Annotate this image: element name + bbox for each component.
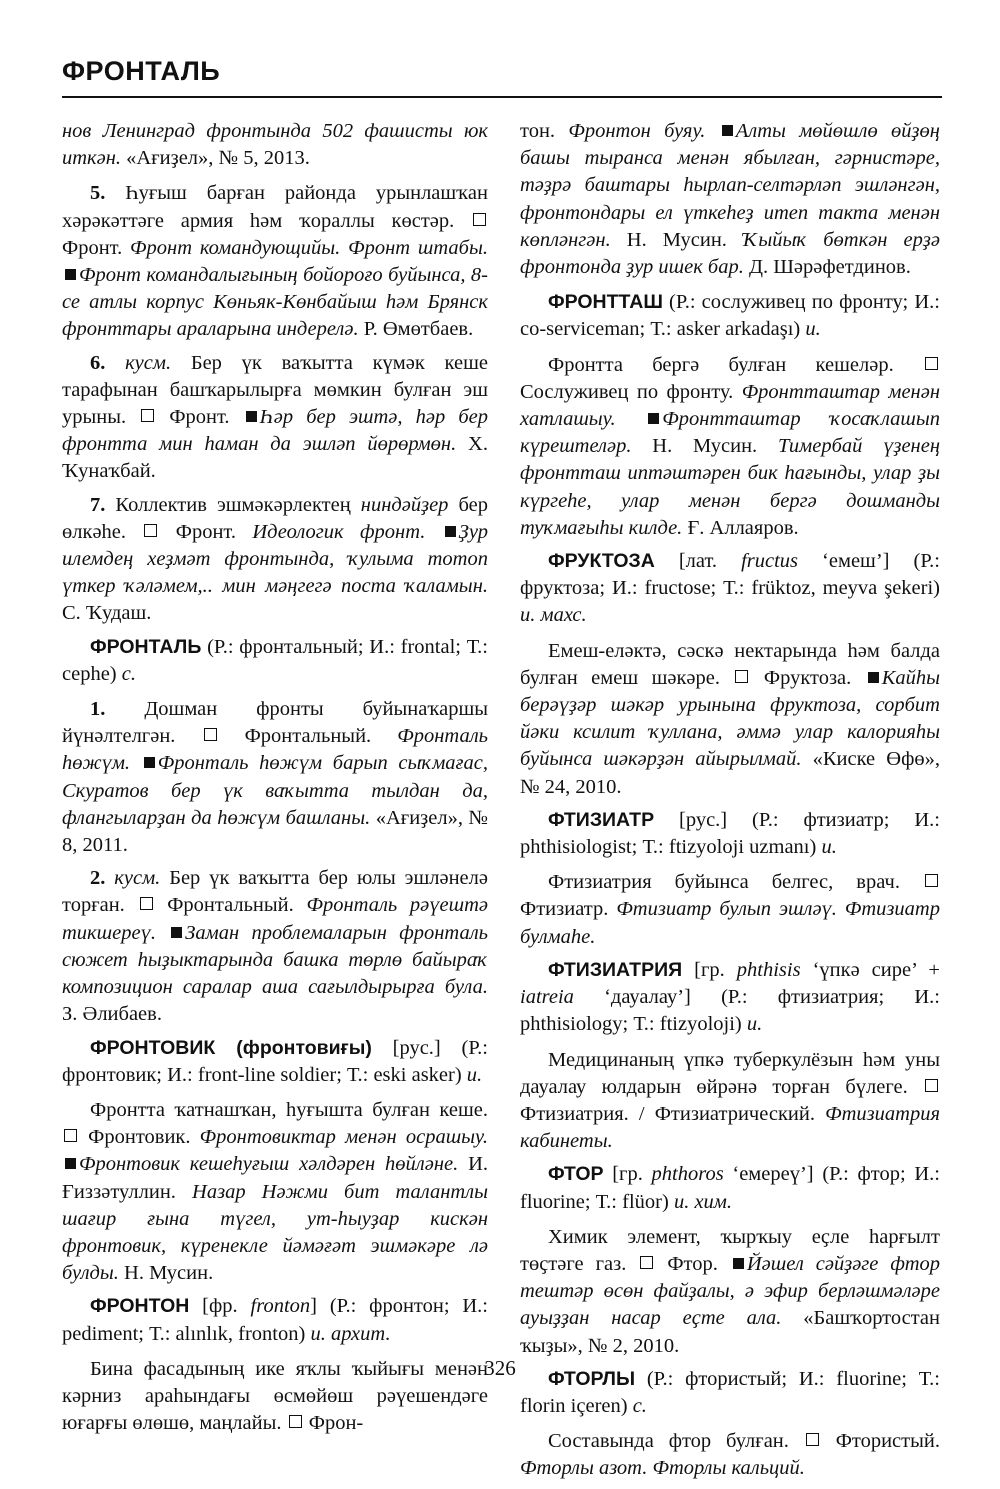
source: «Ағиҙел», № 5, 2013. (121, 147, 310, 170)
etymology: [гр. (682, 958, 737, 981)
sense-number: 7. (90, 493, 106, 516)
etymology: ] (Р.: фронтон; И.: pediment; Т.: alınlık, fronton) (62, 1295, 488, 1345)
sense-7 (62, 492, 488, 628)
white-square-icon (806, 1433, 819, 1446)
definition: Фтизиатрия буйынса белгес, врач. (548, 871, 923, 894)
phrase-example: Фронтташтар менән хатлашыу. (520, 380, 940, 431)
page-header (62, 56, 942, 87)
headword: ФРУКТОЗА (548, 550, 655, 573)
white-square-icon (473, 213, 486, 226)
entry-fructose (520, 548, 940, 630)
white-square-icon (925, 1079, 938, 1092)
definition: Бер үк ваҡытта бер юлы эшләнелә торған. (62, 867, 488, 917)
quote: Ҡыйыҡ бөткән ерҙә фронтонда ҙур ишек бар. (520, 228, 940, 279)
etymon: iatreia (520, 986, 574, 1009)
definition: Медицинаның үпкә туберкулёзын һәм уны дауалау юлдарын өйрәнә торған бүлеге. (520, 1048, 940, 1098)
definition: Коллектив эшмәкәрлектең (105, 493, 361, 516)
definition: Составында фтор булған. (548, 1430, 804, 1453)
entry-fronton (62, 1293, 488, 1347)
black-square-icon (144, 757, 155, 768)
phrase-example: Фтизиатр булып эшләү. Фтизиатр булмаһе. (520, 898, 940, 948)
header-rule (62, 96, 942, 98)
headword: ФРОНТОН (90, 1295, 190, 1318)
phrase-example: Фтизиатрия кабинеты. (520, 1102, 940, 1153)
entry-fronttash (520, 289, 940, 343)
white-square-icon (735, 670, 748, 683)
part-of-speech: и. махс. (520, 604, 587, 627)
phrase-example: Фронтон буяу. (568, 120, 706, 142)
headword: ФТИЗИАТР (548, 808, 655, 831)
etymology: [лат. (654, 550, 742, 573)
etymology: (Р.: сослуживец по фронту; И.: co-serviceman; Т.: asker arkadaşı) (520, 291, 940, 341)
black-square-icon (171, 927, 182, 938)
sense-5 (62, 180, 488, 343)
entry-fructose-definition (520, 638, 940, 801)
part-of-speech: и. хим. (673, 1190, 732, 1213)
etymology: ‘үпкә сире’ + (800, 958, 940, 981)
translation: Фронт. (62, 236, 131, 259)
etymon: phthoros (651, 1163, 724, 1186)
definition: Химик элемент, ҡырҡыу еҫле һарғылт төҫтәге газ. (520, 1225, 940, 1275)
definition: Фронтта бергә булған кешеләр. (548, 353, 923, 376)
white-square-icon (289, 1415, 302, 1428)
entry-ftorly-definition (520, 1428, 940, 1482)
translation: Фронтовик. (79, 1126, 200, 1149)
black-square-icon (65, 1158, 76, 1169)
sense-6 (62, 350, 488, 486)
continued-example (62, 118, 488, 172)
translation: Фтористый. (820, 1430, 940, 1453)
etymon: fronton (250, 1295, 311, 1318)
entry-ftor (520, 1161, 940, 1215)
entry-phthisiatry-definition (520, 1047, 940, 1156)
part-of-speech: и. (466, 1063, 483, 1086)
etymology: ‘емереү’] (Р.: фтор; И.: fluorine; Т.: flüor) (520, 1163, 940, 1213)
translation: тон. (520, 120, 569, 142)
source: «Ағиҙел», № 8, 2011. (62, 806, 488, 857)
translation: Фрон- (303, 1412, 364, 1435)
part-of-speech: и. (805, 318, 821, 341)
definition: Дошман фронты буйынаҡаршы йүнәлтелгән. (62, 698, 488, 748)
black-square-icon (733, 1258, 744, 1269)
etymon: fructus (741, 550, 799, 573)
headword: ФТОР (548, 1163, 604, 1186)
entry-frontal-sense-2 (62, 865, 488, 1028)
translation: Фронт. (156, 406, 243, 429)
definition: Емеш-еләктә, сәскә нектарында һәм балда булған емеш шәкәре. (520, 639, 940, 689)
etymology: [рус.] (Р.: фтизиатр; И.: phthisiologist; Т.: ftizyoloji uzmanı) (520, 808, 940, 859)
entry-phthisiatr (520, 807, 940, 861)
entry-fronton-continued (520, 118, 940, 281)
author: З. Әлибаев. (62, 1003, 162, 1026)
black-square-icon (65, 269, 76, 280)
part-of-speech: и. архит. (310, 1322, 391, 1345)
headword: ФТОРЛЫ (548, 1367, 636, 1390)
usage-label: кусм. (105, 351, 172, 374)
phrase-example: Фронтовиктар менән осрашыу. (199, 1126, 488, 1149)
entry-frontal (62, 634, 488, 688)
sense-number: 1. (90, 698, 106, 721)
quote: Фронталь һөжүм барып сыҡмағас, Скуратов бер үк ваҡытта тылдан да, флангыларҙан да һөжүм башланы. (62, 752, 489, 829)
translation: Фронт. (159, 520, 253, 543)
quote: Һәр бер эштә, һәр бер фронтта мин һаман да эшләп йөрөрмөн. (62, 406, 488, 456)
etymology: [фр. (189, 1295, 251, 1318)
author: И. Ғиззәтуллин. (62, 1153, 488, 1203)
author: Н. Мусин. (610, 228, 743, 251)
quote: Фронтташтар ҡосаҡлашып күрештеләр. (520, 408, 940, 458)
author: С. Ҡудаш. (62, 602, 152, 625)
author: Х. Ҡунаҡбай. (62, 433, 488, 483)
definition-italic: ниндәйҙер (360, 493, 449, 516)
etymology: (Р.: фтористый; И.: fluorine; Т.: florin içeren) (520, 1367, 940, 1417)
quote: Кайһы берәүҙәр шәкәр урынына фруктоза, сорбит йәки ксилит ҡуллана, әммә улар калорияһы буйынса шәкәрҙән айырылмай. (520, 666, 940, 771)
etymon: phthisis (736, 958, 801, 981)
running-head: ФРОНТАЛЬ (62, 56, 221, 86)
author: Ғ. Аллаяров. (682, 516, 799, 539)
entry-phthisiatry (520, 957, 940, 1039)
right-column (520, 118, 940, 1489)
author: Д. Шәрәфетдинов. (743, 256, 911, 279)
sense-number: 6. (90, 351, 106, 374)
black-square-icon (246, 411, 257, 422)
definition: Фронтта ҡатнашҡан, һуғышта булған кеше. (90, 1098, 488, 1121)
translation: Фтор. (655, 1252, 730, 1275)
author: Н. Мусин. (118, 1262, 214, 1285)
entry-fronttash-definition (520, 352, 940, 542)
left-column (62, 118, 488, 1443)
phrase-example: Фронталь һөжүм. (62, 725, 488, 775)
phrase-example: Идеологик фронт. (252, 520, 426, 543)
headword: ФРОНТОВИК (фронтовиғы) (90, 1036, 372, 1059)
entry-frontovik-definition (62, 1097, 488, 1287)
translation: Фронтальный. (218, 725, 398, 748)
author: Н. Мусин. (631, 435, 778, 458)
white-square-icon (140, 897, 153, 910)
definition: бер өлкәһе. (62, 493, 489, 543)
etymology: [гр. (603, 1163, 652, 1186)
white-square-icon (64, 1129, 77, 1142)
page-number: 326 (484, 1356, 516, 1380)
entry-frontal-sense-1 (62, 696, 488, 859)
black-square-icon (445, 526, 456, 537)
translation: Сослуживец по фронту. (520, 380, 742, 403)
etymology: ‘емеш’] (Р.: фруктоза; И.: fructose; Т.: früktoz, meyva şekeri) (520, 550, 941, 600)
black-square-icon (868, 672, 879, 683)
headword: ФРОНТТАШ (548, 291, 663, 314)
black-square-icon (722, 125, 733, 136)
quote: Алты мөйөшлө өйҙөң башы тыранса менән ябылған, гәрнистәре, тәҙрә баштары һырлап-селтәрләп эшләнгән, фронтондары ел үткеһеҙ итеп такта менән көпләнгән. (520, 120, 940, 251)
author: Р. Өмөтбаев. (358, 318, 474, 341)
quote: Фронт командалығының бойороғо буйынса, 8-се атлы корпус Көньяк-Көнбайыш һәм Брянск фронттары араларына индерелә. (62, 264, 488, 341)
white-square-icon (144, 524, 157, 537)
etymology: (Р.: фронтальный; И.: frontal; Т.: cephe) (62, 635, 488, 685)
white-square-icon (925, 357, 938, 370)
part-of-speech: с. (121, 662, 136, 685)
phrase-example: Фторлы азот. Фторлы кальций. (520, 1457, 805, 1480)
headword: ФТИЗИАТРИЯ (548, 958, 683, 981)
definition: Бина фасадының ике яҡлы ҡыйығы менән кәрниз араһындағы өсмөйөш рәүешендәге юғарғы өлөшө, маңлайы. (62, 1357, 488, 1435)
etymology: [рус.] (Р.: фронтовик; И.: front-line soldier; Т.: eski asker) (62, 1036, 488, 1086)
definition: Бер үк ваҡытта күмәк кеше тарафынан башҡарылырға мөмкин булған эш урыны. (62, 351, 488, 429)
phrase-example: Фронталь рәүештә тикшереү. (62, 894, 488, 944)
black-square-icon (648, 413, 659, 424)
translation: Фтизиатрия. / Фтизиатрический. (520, 1102, 826, 1125)
source: «Киске Өфө», № 24, 2010. (520, 748, 940, 798)
quote: Фронтовик кешеһуғыш хәлдәрен һөйләне. (79, 1153, 459, 1176)
white-square-icon (925, 874, 938, 887)
source: «Башҡортостан ҡыҙы», № 2, 2010. (520, 1307, 940, 1357)
white-square-icon (141, 409, 154, 422)
part-of-speech: с. (632, 1394, 647, 1417)
quote: Заман проблемаларын фронталь сюжет һыҙыктарында башка төрлө байыраҡ композицион саралар аша сағылдырырға була. (62, 921, 489, 999)
part-of-speech: и. (746, 1013, 763, 1036)
phrase-example: Фронт командующийы. Фронт штабы. (130, 236, 488, 259)
usage-label: кусм. (105, 867, 161, 890)
quote: Ҙур илемдең хеҙмәт фронтында, ҡулыма тотоп үткер ҡәләмем,.. мин мәңгегә поста ҡаламын. (62, 520, 488, 598)
entry-phthisiatr-definition (520, 869, 940, 951)
translation: Фронтальный. (154, 894, 307, 917)
entry-frontovik (62, 1035, 488, 1089)
white-square-icon (640, 1256, 653, 1269)
etymology: ‘дауалау’] (Р.: фтизиатрия; И.: phthisiology; Т.: ftizyoloji) (520, 986, 940, 1036)
headword: ФРОНТАЛЬ (90, 635, 202, 658)
part-of-speech: и. (821, 836, 837, 859)
quote: Тимербай үҙенең фронтташ иптәштәрен бик һағынды, улар ҙы күргеһе, улар менән бергә дошманды туҡмағыһы килде. (520, 435, 940, 539)
quote: Назар Нәжми бит талантлы шағир ғына түгел, ут-һыуҙар кискән фронтовик, күренекле йәмәғәт эшмәкәре лә булды. (62, 1180, 488, 1285)
white-square-icon (204, 728, 217, 741)
sense-number: 2. (90, 867, 106, 890)
translation: Фруктоза. (750, 666, 865, 689)
sense-number: 5. (90, 182, 106, 205)
quote: Йәшел сәйҙәге фтор тештәр өсөн файҙалы, ә эфир берләшмәләре ауыҙҙан насар еҫте ала. (520, 1252, 940, 1330)
example-text: нов Ленинград фронтында 502 фашисты юк иткән. (62, 120, 488, 170)
definition: Һуғыш барған районда урынлашҡан хәрәкәттәге армия һәм ҡораллы көстәр. (62, 182, 488, 232)
entry-ftor-definition (520, 1224, 940, 1360)
translation: Фтизиатр. (520, 898, 617, 921)
